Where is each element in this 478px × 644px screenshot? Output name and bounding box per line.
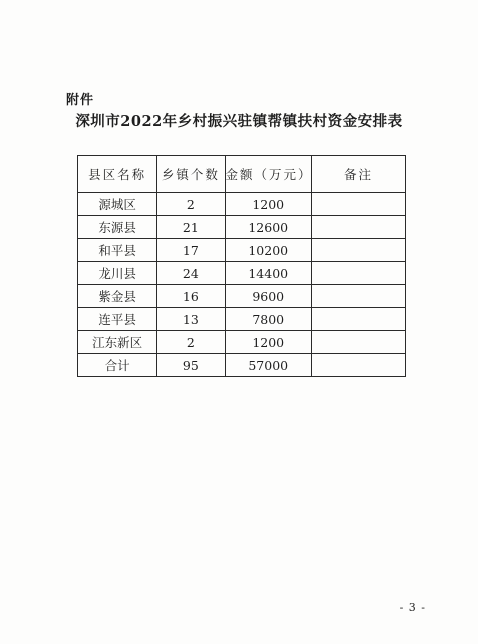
cell-total-amount: 57000: [225, 354, 311, 377]
cell-remarks: [311, 193, 405, 216]
cell-remarks: [311, 308, 405, 331]
cell-town-count: 24: [157, 262, 225, 285]
table-row: [78, 262, 406, 285]
cell-total-remarks: [311, 354, 405, 377]
table-row: [78, 239, 406, 262]
table-row: [78, 285, 406, 308]
table-row: [78, 193, 406, 216]
cell-county: 源城区: [78, 193, 157, 216]
cell-county: 和平县: [78, 239, 157, 262]
cell-remarks: [311, 331, 405, 354]
table-header-row: [78, 156, 406, 193]
document-title: 深圳市2022年乡村振兴驻镇帮镇扶村资金安排表: [75, 113, 403, 130]
cell-town-count: 2: [157, 193, 225, 216]
cell-amount: 7800: [225, 308, 311, 331]
header-remarks: 备注: [311, 156, 405, 193]
cell-amount: 1200: [225, 331, 311, 354]
cell-amount: 9600: [225, 285, 311, 308]
funding-table: [77, 155, 406, 377]
cell-remarks: [311, 216, 405, 239]
cell-county: 连平县: [78, 308, 157, 331]
cell-town-count: 2: [157, 331, 225, 354]
cell-total-label: 合计: [78, 354, 157, 377]
page-number: - 3 -: [399, 601, 426, 614]
cell-amount: 14400: [225, 262, 311, 285]
cell-county: 紫金县: [78, 285, 157, 308]
cell-remarks: [311, 239, 405, 262]
cell-town-count: 21: [157, 216, 225, 239]
cell-county: 东源县: [78, 216, 157, 239]
table-row: [78, 216, 406, 239]
cell-total-town-count: 95: [157, 354, 225, 377]
table-total-row: [78, 354, 406, 377]
table-row: [78, 331, 406, 354]
cell-amount: 1200: [225, 193, 311, 216]
header-amount: 金额（万元）: [225, 156, 311, 193]
cell-amount: 10200: [225, 239, 311, 262]
table-row: [78, 308, 406, 331]
cell-remarks: [311, 285, 405, 308]
cell-amount: 12600: [225, 216, 311, 239]
cell-town-count: 17: [157, 239, 225, 262]
cell-county: 江东新区: [78, 331, 157, 354]
cell-remarks: [311, 262, 405, 285]
attachment-label: 附件: [66, 93, 95, 108]
header-county: 县区名称: [78, 156, 157, 193]
header-town-count: 乡镇个数: [157, 156, 225, 193]
cell-county: 龙川县: [78, 262, 157, 285]
cell-town-count: 16: [157, 285, 225, 308]
cell-town-count: 13: [157, 308, 225, 331]
